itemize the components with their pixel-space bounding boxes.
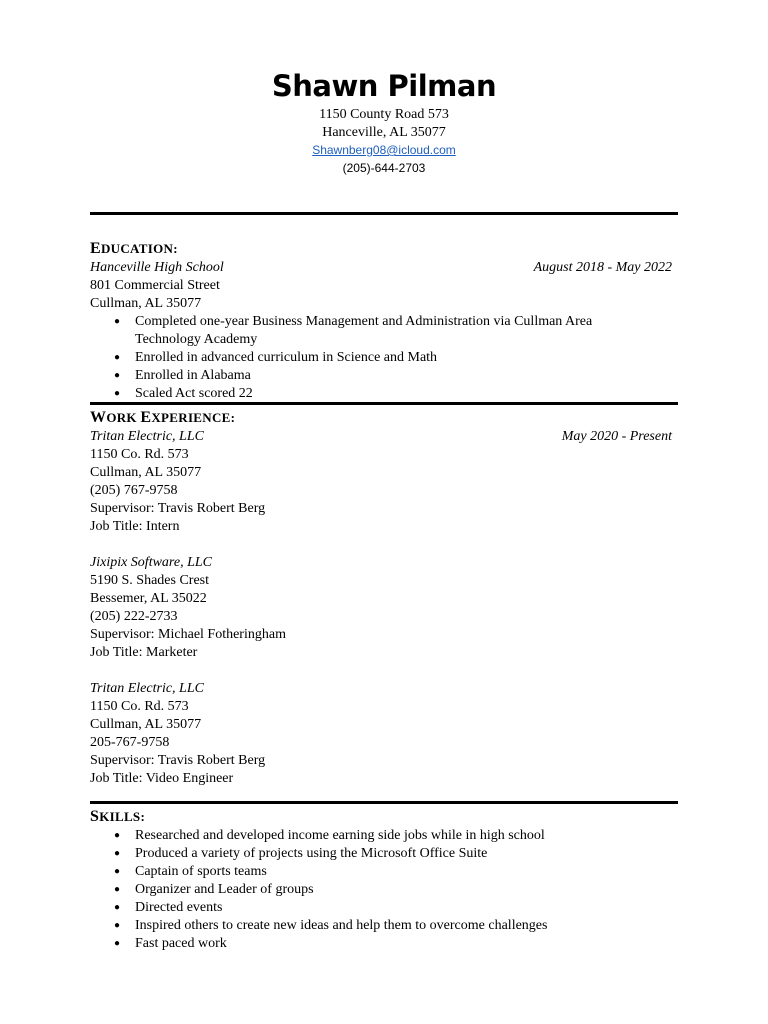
company-city: Cullman, AL 35077 (90, 717, 202, 732)
school-name: Hanceville High School (90, 260, 224, 275)
company-city: Cullman, AL 35077 (90, 465, 202, 480)
header-divider (90, 212, 678, 215)
skills-bullets (90, 827, 674, 953)
education-divider (90, 402, 678, 405)
heading-initial: E (90, 240, 101, 257)
list-item: ● Enrolled in Alabama (90, 367, 674, 385)
list-item: ● Researched and developed income earning side jobs while in high school (90, 827, 674, 845)
job-header-row (90, 428, 674, 446)
heading-text: ORK (106, 410, 141, 425)
list-item: ● Produced a variety of projects using the Microsoft Office Suite (90, 845, 674, 863)
company-phone: (205) 767-9758 (90, 483, 178, 498)
phone-number: (205)-644-2703 (342, 161, 426, 175)
company-name: Tritan Electric, LLC (90, 681, 204, 696)
heading-text: XPERIENCE: (151, 410, 236, 425)
company-phone: 205-767-9758 (90, 735, 170, 750)
list-item: ● Captain of sports teams (90, 863, 674, 881)
supervisor: Supervisor: Travis Robert Berg (90, 753, 266, 768)
work-divider (90, 801, 678, 804)
list-item: ● Directed events (90, 899, 674, 917)
job-dates: May 2020 - Present (561, 429, 672, 444)
address-line-1: 1150 County Road 573 (319, 107, 449, 122)
work-experience-section (90, 408, 674, 788)
school-city: Cullman, AL 35077 (90, 296, 202, 311)
skills-section (90, 807, 674, 953)
spacer (90, 536, 674, 554)
education-school-row (90, 259, 674, 277)
list-item: ● Fast paced work (90, 935, 674, 953)
company-city: Bessemer, AL 35022 (90, 591, 207, 606)
heading-initial: S (90, 808, 100, 825)
education-bullets (90, 313, 674, 403)
job-title: Job Title: Marketer (90, 645, 198, 660)
candidate-name: Shawn Pilman (271, 69, 497, 103)
job-title: Job Title: Intern (90, 519, 180, 534)
address-line-2: Hanceville, AL 35077 (322, 125, 446, 140)
heading-text: DUCATION: (100, 241, 178, 256)
company-street: 1150 Co. Rd. 573 (90, 447, 189, 462)
list-item: ● Scaled Act scored 22 (90, 385, 674, 403)
company-phone: (205) 222-2733 (90, 609, 178, 624)
list-item: ● Enrolled in advanced curriculum in Science and Math (90, 349, 674, 367)
list-item: ● Completed one-year Business Management and Administration via Cullman Area Technology Academy (90, 313, 635, 349)
job-title: Job Title: Video Engineer (90, 771, 234, 786)
supervisor: Supervisor: Travis Robert Berg (90, 501, 266, 516)
school-street: 801 Commercial Street (90, 278, 220, 293)
list-item: ● Inspired others to create new ideas and help them to overcome challenges (90, 917, 674, 935)
spacer (90, 662, 674, 680)
resume-header (0, 66, 768, 178)
work-experience-heading (90, 408, 674, 428)
company-street: 1150 Co. Rd. 573 (90, 699, 189, 714)
skills-heading (90, 807, 674, 827)
list-item: ● Organizer and Leader of groups (90, 881, 674, 899)
education-heading (90, 239, 674, 259)
company-name: Tritan Electric, LLC (90, 429, 204, 444)
email-link[interactable]: Shawnberg08@icloud.com (312, 143, 456, 157)
company-street: 5190 S. Shades Crest (90, 573, 209, 588)
heading-text: KILLS: (99, 809, 146, 824)
supervisor: Supervisor: Michael Fotheringham (90, 627, 286, 642)
company-name: Jixipix Software, LLC (90, 555, 212, 570)
education-section (90, 239, 674, 403)
education-dates: August 2018 - May 2022 (533, 260, 672, 275)
heading-initial: E (140, 409, 152, 426)
heading-initial: W (90, 409, 107, 426)
